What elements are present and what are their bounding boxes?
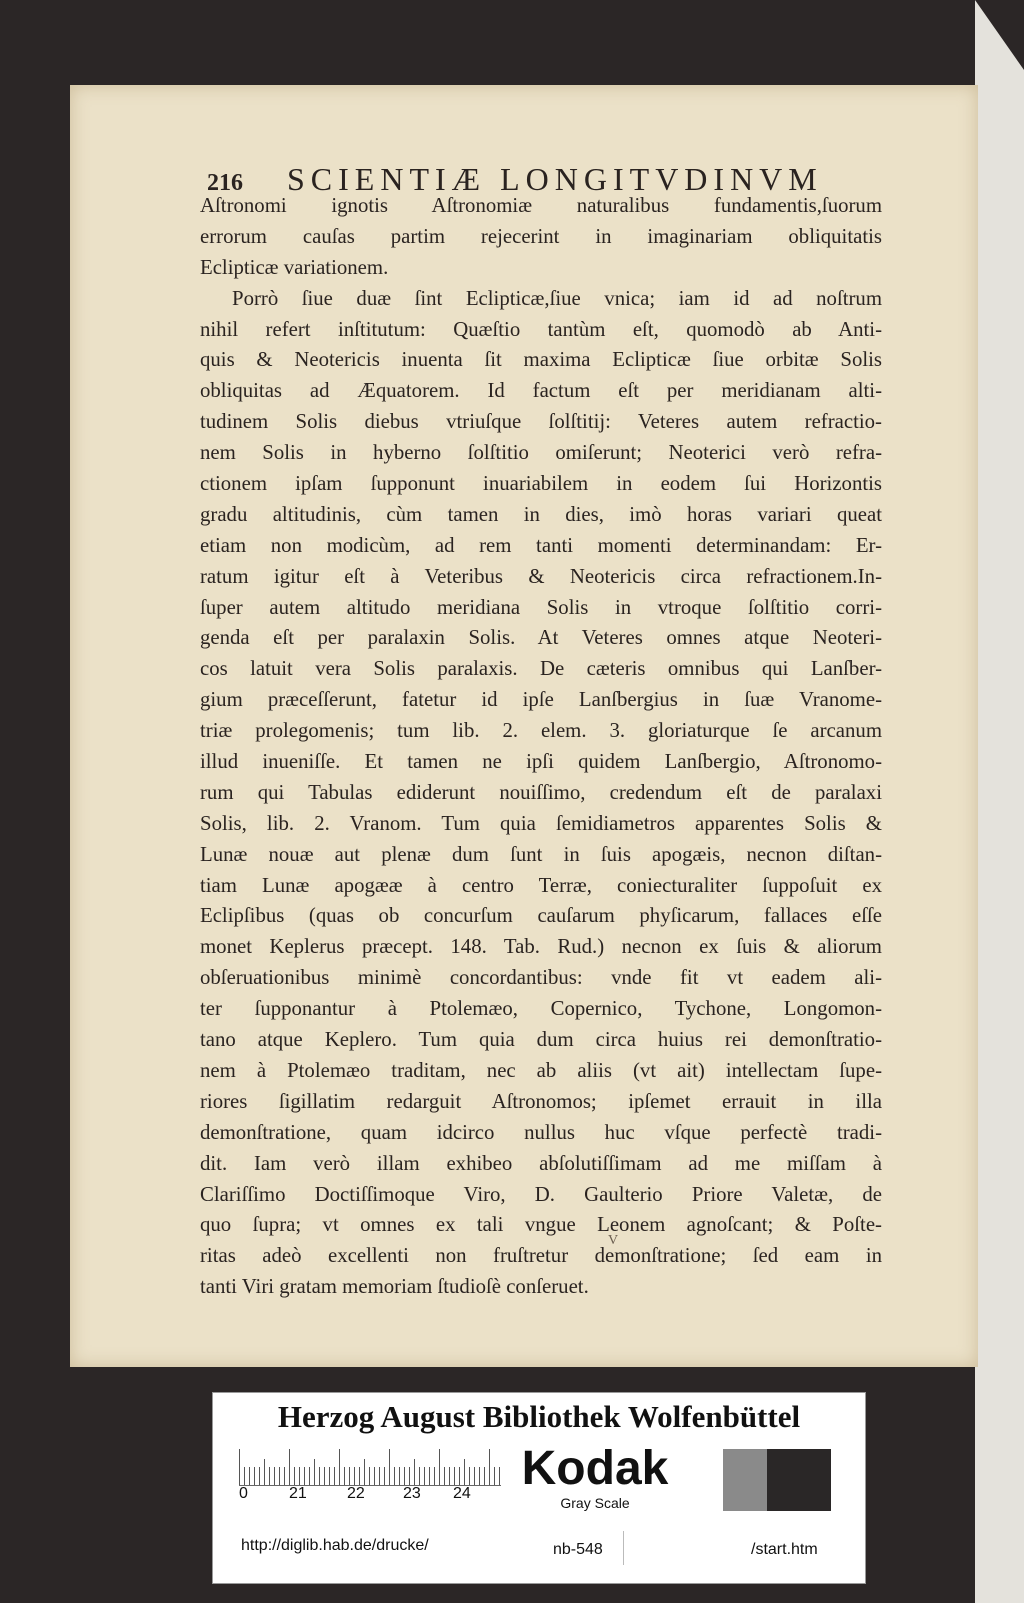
running-title: SCIENTIÆ LONGITVDINVM <box>287 161 823 197</box>
text-line: tanti Viri gratam memoriam ſtudioſè conſeruet. <box>200 1275 589 1299</box>
ruler-number: 0 <box>239 1485 248 1502</box>
ruler-tick <box>374 1467 375 1485</box>
text-line: Eclipſibus (quas ob concurſum cauſarum phyſicarum, fallaces eſſe <box>200 904 882 928</box>
ruler-tick <box>314 1459 315 1485</box>
ruler-tick <box>354 1467 355 1485</box>
text-line: nem à Ptolemæo traditam, nec ab aliis (vt ait) intellectam ſupe- <box>200 1058 882 1082</box>
ruler-tick <box>444 1467 445 1485</box>
body-text <box>200 191 882 1303</box>
ruler-tick <box>344 1467 345 1485</box>
url-right: /start.htm <box>751 1541 818 1558</box>
record-id: nb-548 <box>553 1541 603 1558</box>
kodak-logo: Kodak <box>521 1442 669 1495</box>
ruler-number: 21 <box>289 1485 307 1502</box>
url-left: http://diglib.hab.de/drucke/ <box>241 1537 429 1554</box>
ruler-tick <box>484 1467 485 1485</box>
scale-ruler <box>239 1445 501 1486</box>
ruler-tick <box>494 1467 495 1485</box>
ruler-tick <box>329 1467 330 1485</box>
text-line: rum qui Tabulas ediderunt nouiſſimo, credendum eſt de paralaxi <box>200 780 882 804</box>
ruler-tick <box>299 1467 300 1485</box>
library-label-card <box>212 1392 866 1584</box>
text-line: etiam non modicùm, ad rem tanti momenti determinandam: Er- <box>200 533 882 557</box>
ruler-number: 24 <box>453 1485 471 1502</box>
text-line: triæ prolegomenis; tum lib. 2. elem. 3. gloriaturque ſe arcanum <box>200 719 882 743</box>
ruler-tick <box>289 1449 290 1485</box>
ruler-numbers <box>239 1485 501 1509</box>
ruler-tick <box>309 1467 310 1485</box>
text-line: dit. Iam verò illam exhibeo abſolutiſſimam ad me miſſam à <box>200 1151 882 1175</box>
ruler-tick <box>284 1467 285 1485</box>
book-page <box>70 85 978 1367</box>
ruler-tick <box>449 1467 450 1485</box>
ruler-tick <box>419 1467 420 1485</box>
ruler-number: 23 <box>403 1485 421 1502</box>
ruler-tick <box>459 1467 460 1485</box>
text-line: quo ſupra; vt omnes ex tali vngue Leonem agnoſcant; & Poſte- <box>200 1213 882 1237</box>
gray-scale-label: Gray Scale <box>560 1495 630 1511</box>
ruler-tick <box>259 1467 260 1485</box>
text-line: tudinem Solis diebus vtriuſque ſolſtitij: Veteres autem refractio- <box>200 410 882 434</box>
ruler-tick <box>324 1467 325 1485</box>
text-line: ritas adeò excellenti non fruſtretur demonſtratione; ſed eam in <box>200 1244 882 1268</box>
ruler-tick <box>429 1467 430 1485</box>
footer-divider <box>623 1531 624 1565</box>
ruler-tick <box>434 1467 435 1485</box>
ruler-tick <box>239 1449 240 1485</box>
ruler-tick <box>489 1449 490 1485</box>
text-line: tiam Lunæ apogææ à centro Terræ, coniecturaliter ſuppoſuit ex <box>200 873 882 897</box>
ruler-tick <box>274 1467 275 1485</box>
ruler-tick <box>319 1467 320 1485</box>
page-number: 216 <box>207 170 243 196</box>
library-name: Herzog August Bibliothek Wolfenbüttel <box>277 1399 801 1434</box>
ruler-tick <box>269 1467 270 1485</box>
ruler-tick <box>384 1467 385 1485</box>
ruler-tick <box>334 1467 335 1485</box>
text-line: nem Solis in hyberno ſolſtitio omiſerunt; Neoterici verò refra- <box>200 441 882 465</box>
ruler-tick <box>359 1467 360 1485</box>
label-footer <box>213 1519 865 1571</box>
text-line: demonſtratione, quam idcirco nullus huc vſque perfectè tradi- <box>200 1120 882 1144</box>
text-line: Lunæ nouæ aut plenæ dum ſunt in ſuis apogæis, necnon diſtan- <box>200 842 882 866</box>
ruler-tick <box>244 1467 245 1485</box>
ruler-tick <box>349 1467 350 1485</box>
ruler-tick <box>369 1467 370 1485</box>
ruler-tick <box>279 1467 280 1485</box>
ruler-tick <box>304 1467 305 1485</box>
text-line: Porrò ſiue duæ ſint Eclipticæ,ſiue vnica; iam id ad noſtrum <box>232 286 882 310</box>
ruler-tick <box>379 1467 380 1485</box>
ruler-tick <box>464 1459 465 1485</box>
catchword: V <box>608 1233 619 1248</box>
ruler-tick <box>424 1467 425 1485</box>
ruler-tick <box>399 1467 400 1485</box>
text-line: quis & Neotericis inuenta ſit maxima Eclipticæ ſiue orbitæ Solis <box>200 348 882 372</box>
ruler-tick <box>469 1467 470 1485</box>
text-line: obſeruationibus minimè concordantibus: vnde fit vt eadem ali- <box>200 966 882 990</box>
ruler-tick <box>339 1449 340 1485</box>
ruler-tick <box>394 1467 395 1485</box>
scan-edge <box>975 0 1024 1603</box>
text-line: gium præceſſerunt, fatetur id ipſe Lanſbergius in ſuæ Vranome- <box>200 688 882 712</box>
text-line: gradu altitudinis, cùm tamen in dies, imò horas variari queat <box>200 502 882 526</box>
text-line: nihil refert inſtitutum: Quæſtio tantùm eſt, quomodò ab Anti- <box>200 317 882 341</box>
ruler-tick <box>254 1467 255 1485</box>
text-line: Clariſſimo Doctiſſimoque Viro, D. Gaulterio Priore Valetæ, de <box>200 1182 882 1206</box>
ruler-tick <box>264 1459 265 1485</box>
ruler-tick <box>389 1449 390 1485</box>
gray-swatch-medium <box>723 1449 767 1511</box>
ruler-tick <box>404 1467 405 1485</box>
ruler-tick <box>294 1467 295 1485</box>
ruler-tick <box>364 1459 365 1485</box>
ruler-tick <box>479 1467 480 1485</box>
text-line: obliquitas ad Æquatorem. Id factum eſt per meridianam alti- <box>200 379 882 403</box>
ruler-tick <box>454 1467 455 1485</box>
text-line: illud inueniſſe. Et tamen ne ipſi quidem Lanſbergio, Aſtronomo- <box>200 750 882 774</box>
text-line: ctionem ipſam ſupponunt inuariabilem in eodem ſui Horizontis <box>200 472 882 496</box>
text-line: ſuper autem altitudo meridiana Solis in vtroque ſolſtitio corri- <box>200 595 882 619</box>
text-line: genda eſt per paralaxin Solis. At Veteres omnes atque Neoteri- <box>200 626 882 650</box>
text-line: ter ſupponantur à Ptolemæo, Copernico, Tychone, Longomon- <box>200 997 882 1021</box>
ruler-number: 22 <box>347 1485 365 1502</box>
text-line: ratum igitur eſt à Veteribus & Neotericis circa refractionem.In- <box>200 564 882 588</box>
ruler-tick <box>414 1459 415 1485</box>
text-line: tano atque Keplero. Tum quia dum circa huius rei demonſtratio- <box>200 1028 882 1052</box>
ruler-tick <box>474 1467 475 1485</box>
text-line: cos latuit vera Solis paralaxis. De cæteris omnibus qui Lanſber- <box>200 657 882 681</box>
text-line: monet Keplerus præcept. 148. Tab. Rud.) necnon ex ſuis & aliorum <box>200 935 882 959</box>
text-line: Eclipticæ variationem. <box>200 255 389 279</box>
ruler-tick <box>249 1467 250 1485</box>
ruler-tick <box>439 1449 440 1485</box>
ruler-tick <box>409 1467 410 1485</box>
text-line: Aſtronomi ignotis Aſtronomiæ naturalibus fundamentis,ſuorum <box>200 194 882 217</box>
ruler-tick <box>499 1467 500 1485</box>
text-line: Solis, lib. 2. Vranom. Tum quia ſemidiametros apparentes Solis & <box>200 811 882 835</box>
text-line: riores ſigillatim redarguit Aſtronomos; ipſemet errauit in illa <box>200 1089 882 1113</box>
gray-swatch-dark <box>767 1449 831 1511</box>
text-line: errorum cauſas partim rejecerint in imaginariam obliquitatis <box>200 224 882 248</box>
